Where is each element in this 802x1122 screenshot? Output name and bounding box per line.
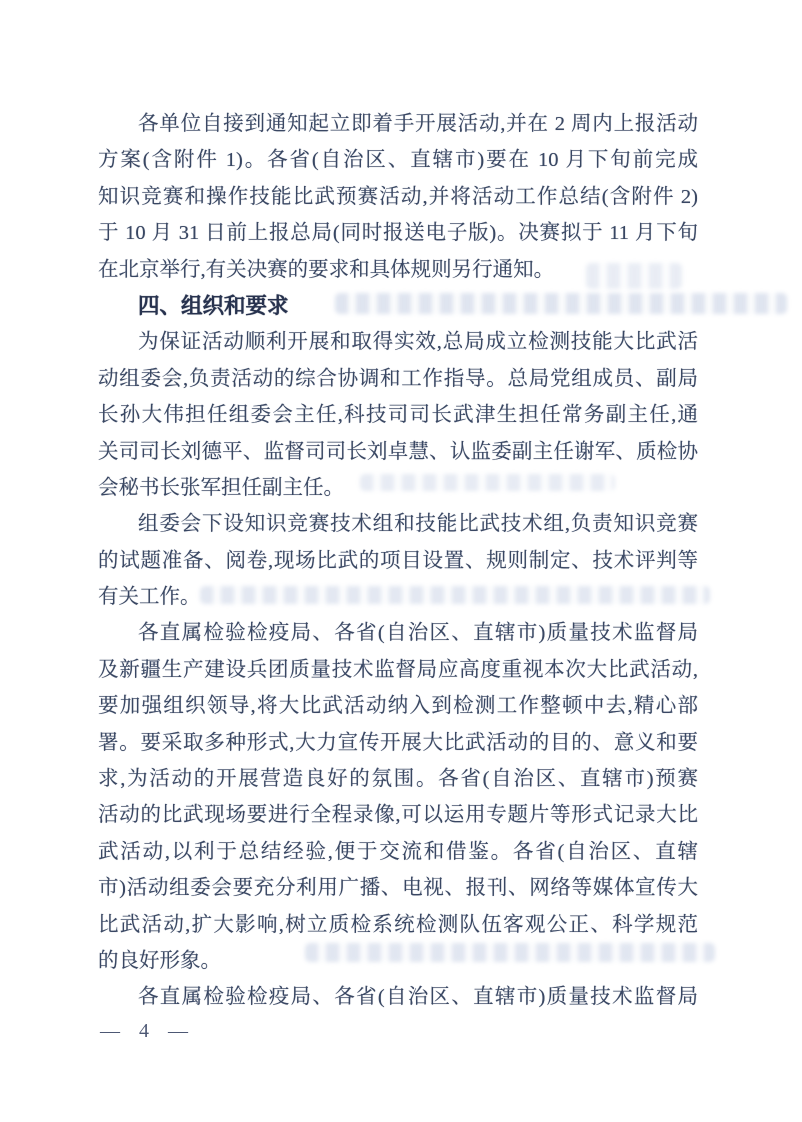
text-line: 各直属检验检疫局、各省(自治区、直辖市)质量技术监督局 (138, 986, 698, 1009)
text-line: 比武活动,扩大影响,树立质检系统检测队伍客观公正、科学规范 (98, 913, 698, 936)
bleedthrough-artifact (305, 943, 715, 962)
text-line: 于 10 月 31 日前上报总局(同时报送电子版)。决赛拟于 11 月下旬 (98, 222, 698, 245)
bleedthrough-artifact (200, 586, 710, 604)
text-line: 方案(含附件 1)。各省(自治区、直辖市)要在 10 月下旬前完成 (98, 149, 698, 172)
text-line: 的试题准备、阅卷,现场比武的项目设置、规则制定、技术评判等 (98, 549, 698, 572)
text-line: 求,为活动的开展营造良好的氛围。各省(自治区、直辖市)预赛 (98, 768, 698, 791)
text-line: 有关工作。 (98, 586, 201, 609)
text-line: 会秘书长张军担任副主任。 (98, 476, 344, 499)
text-line: 关司司长刘德平、监督司司长刘卓慧、认监委副主任谢军、质检协 (98, 440, 698, 463)
text-line: 的良好形象。 (98, 949, 221, 972)
document-body (98, 106, 698, 1016)
text-line: 署。要采取多种形式,大力宣传开展大比武活动的目的、意义和要 (98, 731, 698, 754)
text-line: 各单位自接到通知起立即着手开展活动,并在 2 周内上报活动 (138, 113, 698, 135)
text-line: 及新疆生产建设兵团质量技术监督局应高度重视本次大比武活动, (98, 658, 698, 681)
text-line: 组委会下设知识竞赛技术组和技能比武技术组,负责知识竞赛 (138, 513, 698, 536)
text-line: 武活动,以利于总结经验,便于交流和借鉴。各省(自治区、直辖 (98, 840, 698, 863)
section-heading: 四、组织和要求 (138, 293, 289, 318)
text-line: 活动的比武现场要进行全程录像,可以运用专题片等形式记录大比 (98, 804, 698, 827)
bleedthrough-artifact (586, 263, 682, 289)
text-line: 动组委会,负责活动的综合协调和工作指导。总局党组成员、副局 (98, 367, 698, 390)
text-line: 要加强组织领导,将大比武活动纳入到检测工作整顿中去,精心部 (98, 695, 698, 718)
bleedthrough-artifact (360, 474, 615, 491)
text-line: 在北京举行,有关决赛的要求和具体规则另行通知。 (98, 258, 555, 281)
page-number: — 4 — (100, 1020, 195, 1042)
bleedthrough-artifact (335, 293, 787, 314)
text-line: 各直属检验检疫局、各省(自治区、直辖市)质量技术监督局 (138, 622, 698, 645)
text-line: 为保证活动顺利开展和取得实效,总局成立检测技能大比武活 (138, 331, 698, 354)
text-line: 知识竞赛和操作技能比武预赛活动,并将活动工作总结(含附件 2) (98, 185, 698, 208)
text-line: 长孙大伟担任组委会主任,科技司司长武津生担任常务副主任,通 (98, 404, 698, 427)
text-line: 市)活动组委会要充分利用广播、电视、报刊、网络等媒体宣传大 (98, 877, 698, 900)
